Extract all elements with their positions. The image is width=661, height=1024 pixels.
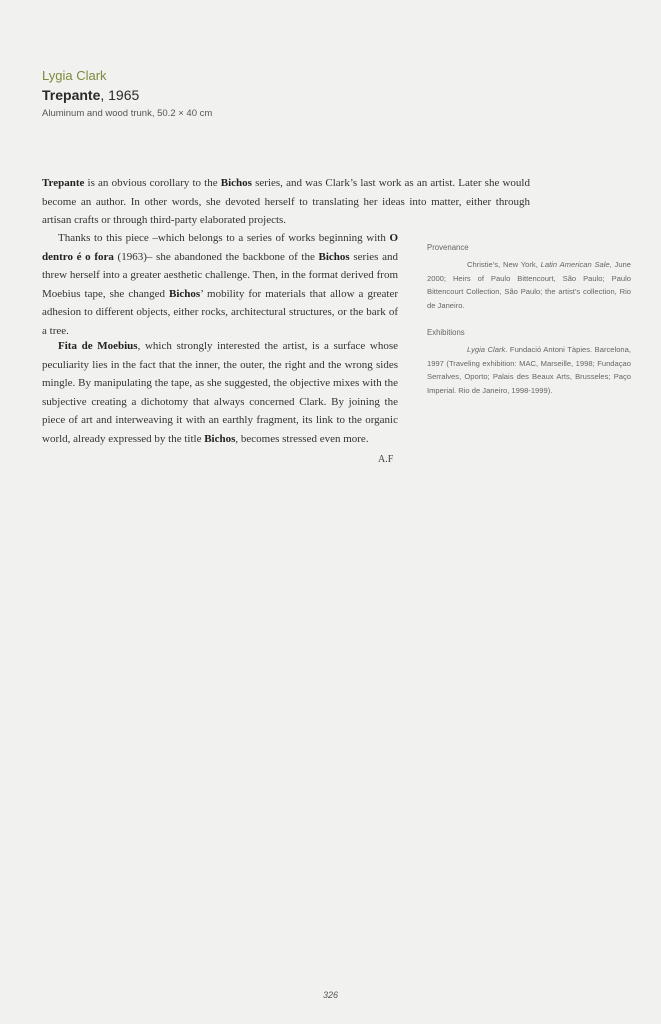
artist-name: Lygia Clark xyxy=(42,68,107,83)
text-run: Christie’s, New York, xyxy=(467,260,541,270)
exhibitions-body xyxy=(427,343,631,397)
text-run: is an obvious corollary to the xyxy=(84,177,221,189)
artwork-medium: Aluminum and wood trunk, 50.2 × 40 cm xyxy=(42,108,213,119)
italic-term: Latin American Sale xyxy=(540,260,610,270)
bold-term: Fita de Moebius xyxy=(58,340,138,352)
bold-term: Trepante xyxy=(42,177,85,189)
text-run: ’ mobility for materials that allow a greater adhesion to different objects, either rocks, architectural structures, or the bark of a tree. xyxy=(42,287,398,337)
bold-term: Bichos xyxy=(204,432,236,445)
essay-paragraph-2 xyxy=(42,229,398,341)
italic-term: Lygia Clark xyxy=(467,345,506,355)
essay-paragraph-3 xyxy=(42,337,398,449)
artwork-year: , 1965 xyxy=(100,87,140,103)
author-signature: A.F xyxy=(378,454,394,465)
text-run: , June 2000; Heirs of Paulo Bittencourt, São Paulo; Paulo Bittencourt Collection, São Paulo; the artist’s collection, Rio de Janeiro. xyxy=(427,260,631,310)
provenance-body xyxy=(427,258,631,312)
provenance-heading: Provenance xyxy=(427,243,469,252)
text-run: , which strongly interested the artist, is a surface whose peculiarity lies in the fact that the inner, the outer, the right and the wrong sides mingle. By manipulating the tape, as she suggested, the objective mixes with the subjective creating a dichotomy that always concerned Clark. By joining the piece of art and interweaving it with an earthly fragment, its link to the organic world, already expressed by the title xyxy=(42,340,399,445)
text-run: (1963)– she abandoned the backbone of the xyxy=(113,250,319,263)
text-run: Thanks to this piece –which belongs to a series of works beginning with xyxy=(58,232,390,244)
artwork-title-line xyxy=(42,87,139,103)
text-run: . Fundació Antoni Tàpies. Barcelona, 1997 (Traveling exhibition: MAC, Marseille, 1998; Fundaçao Serralves, Oporto; Palais des Beaux Arts, Brusseles; Paço Imperial. Rio de Janeiro, 1998-1999). xyxy=(427,345,631,395)
bold-term: Bichos xyxy=(169,287,201,300)
exhibitions-section xyxy=(427,326,631,397)
text-run: series and threw herself into a greater aesthetic challenge. Then, in the format derived from Moebius tape, she changed xyxy=(42,250,398,300)
provenance-section xyxy=(427,241,631,312)
text-run: series, and was Clark’s last work as an artist. Later she would become an author. In other words, she devoted herself to translating her ideas into matter, either through artisan crafts or through third-party elaborated projects. xyxy=(42,177,530,227)
bold-term: O dentro é o fora xyxy=(42,232,398,263)
text-run: , becomes stressed even more. xyxy=(235,432,369,445)
exhibitions-heading: Exhibitions xyxy=(427,328,465,337)
artwork-title: Trepante xyxy=(42,87,101,103)
bold-term: Bichos xyxy=(318,250,350,263)
bold-term: Bichos xyxy=(220,177,252,189)
essay-paragraph-1 xyxy=(42,174,530,230)
page-number: 326 xyxy=(322,990,339,1000)
